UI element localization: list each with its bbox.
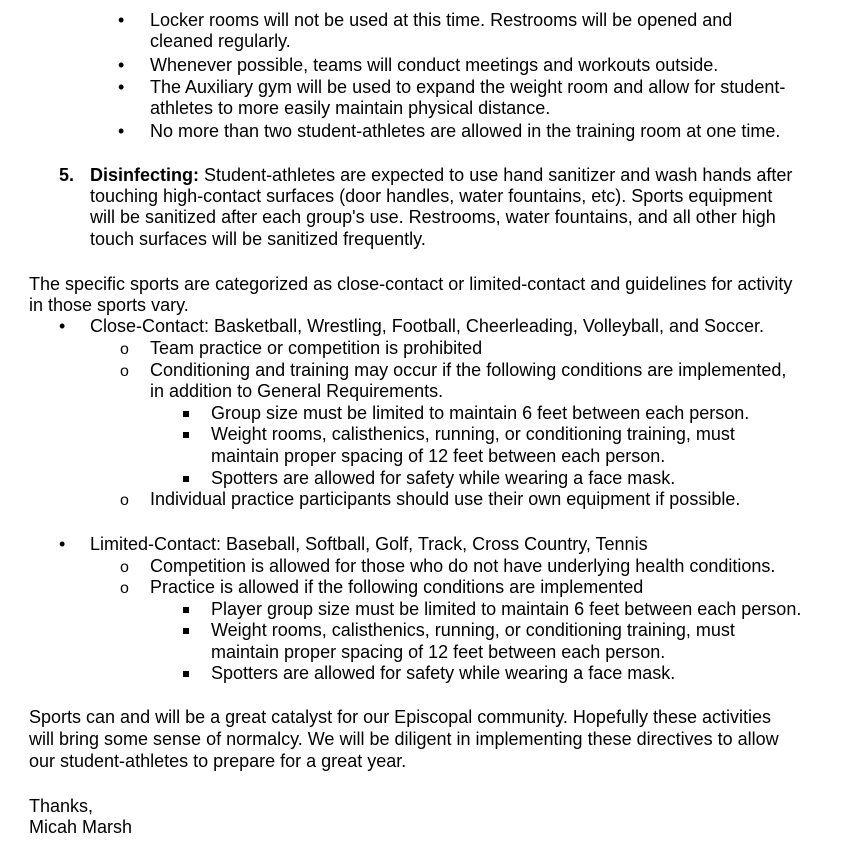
circle-bullet: o xyxy=(120,363,129,380)
item5-text: will be sanitized after each group's use. Restrooms, water fountains, and all other high xyxy=(90,207,776,227)
item5-first-line xyxy=(90,165,792,186)
sub-sub-item-text: Spotters are allowed for safety while wearing a face mask. xyxy=(211,663,676,683)
list-item-text: cleaned regularly. xyxy=(150,31,291,51)
square-bullet xyxy=(183,424,189,445)
sub-sub-item-text: Player group size must be limited to maintain 6 feet between each person. xyxy=(211,599,802,619)
paragraph-text: will bring some sense of normalcy. We will be diligent in implementing these directives to allow xyxy=(29,729,779,749)
square-bullet xyxy=(183,403,189,424)
bullet-glyph: • xyxy=(118,77,125,97)
sub-sub-item-text: maintain proper spacing of 12 feet between each person. xyxy=(211,446,666,466)
sub-sub-item-text: Weight rooms, calisthenics, running, or conditioning training, must xyxy=(211,424,735,444)
circle-bullet: o xyxy=(120,580,129,597)
paragraph-text: our student-athletes to prepare for a great year. xyxy=(29,751,407,771)
bullet-glyph: • xyxy=(118,55,125,75)
bullet-glyph: • xyxy=(118,121,125,141)
square-bullet xyxy=(183,620,189,641)
signoff: Thanks, xyxy=(29,796,94,816)
paragraph-text: in those sports vary. xyxy=(29,295,189,315)
list-item-text: Locker rooms will not be used at this time. Restrooms will be opened and xyxy=(150,10,733,30)
sub-item-text: in addition to General Requirements. xyxy=(150,381,444,401)
item5-heading: Disinfecting: xyxy=(90,165,200,185)
circle-bullet: o xyxy=(120,492,129,509)
category-heading: Close-Contact: Basketball, Wrestling, Football, Cheerleading, Volleyball, and Soccer. xyxy=(90,316,765,336)
bullet-glyph: • xyxy=(118,10,125,30)
item5-text: touching high-contact surfaces (door handles, water fountains, etc). Sports equipment xyxy=(90,186,773,206)
category-heading: Limited-Contact: Baseball, Softball, Golf, Track, Cross Country, Tennis xyxy=(90,534,648,554)
item5-text: touch surfaces will be sanitized frequently. xyxy=(90,229,426,249)
sub-item-text: Individual practice participants should use their own equipment if possible. xyxy=(150,489,741,509)
list-item-text: athletes to more easily maintain physical distance. xyxy=(150,98,551,118)
sub-item-text: Conditioning and training may occur if the following conditions are implemented, xyxy=(150,360,787,380)
square-bullet xyxy=(183,599,189,620)
sub-item-text: Competition is allowed for those who do not have underlying health conditions. xyxy=(150,556,776,576)
circle-bullet: o xyxy=(120,559,129,576)
sub-sub-item-text: Spotters are allowed for safety while wearing a face mask. xyxy=(211,468,676,488)
circle-bullet: o xyxy=(120,341,129,358)
bullet-glyph: • xyxy=(59,534,66,554)
sub-sub-item-text: Weight rooms, calisthenics, running, or conditioning training, must xyxy=(211,620,735,640)
item-number: 5. xyxy=(59,165,75,185)
paragraph-text: The specific sports are categorized as close-contact or limited-contact and guidelines for activity xyxy=(29,274,793,294)
author-name: Micah Marsh xyxy=(29,817,133,837)
item5-text: Student-athletes are expected to use hand sanitizer and wash hands after xyxy=(199,165,793,185)
sub-item-text: Team practice or competition is prohibited xyxy=(150,338,483,358)
list-item-text: No more than two student-athletes are allowed in the training room at one time. xyxy=(150,121,781,141)
list-item-text: Whenever possible, teams will conduct meetings and workouts outside. xyxy=(150,55,719,75)
paragraph-text: Sports can and will be a great catalyst for our Episcopal community. Hopefully these activities xyxy=(29,707,772,727)
sub-sub-item-text: Group size must be limited to maintain 6 feet between each person. xyxy=(211,403,750,423)
square-bullet xyxy=(183,468,189,489)
bullet-glyph: • xyxy=(59,316,66,336)
sub-item-text: Practice is allowed if the following conditions are implemented xyxy=(150,577,644,597)
sub-sub-item-text: maintain proper spacing of 12 feet between each person. xyxy=(211,642,666,662)
list-item-text: The Auxiliary gym will be used to expand the weight room and allow for student- xyxy=(150,77,786,97)
square-bullet xyxy=(183,663,189,684)
